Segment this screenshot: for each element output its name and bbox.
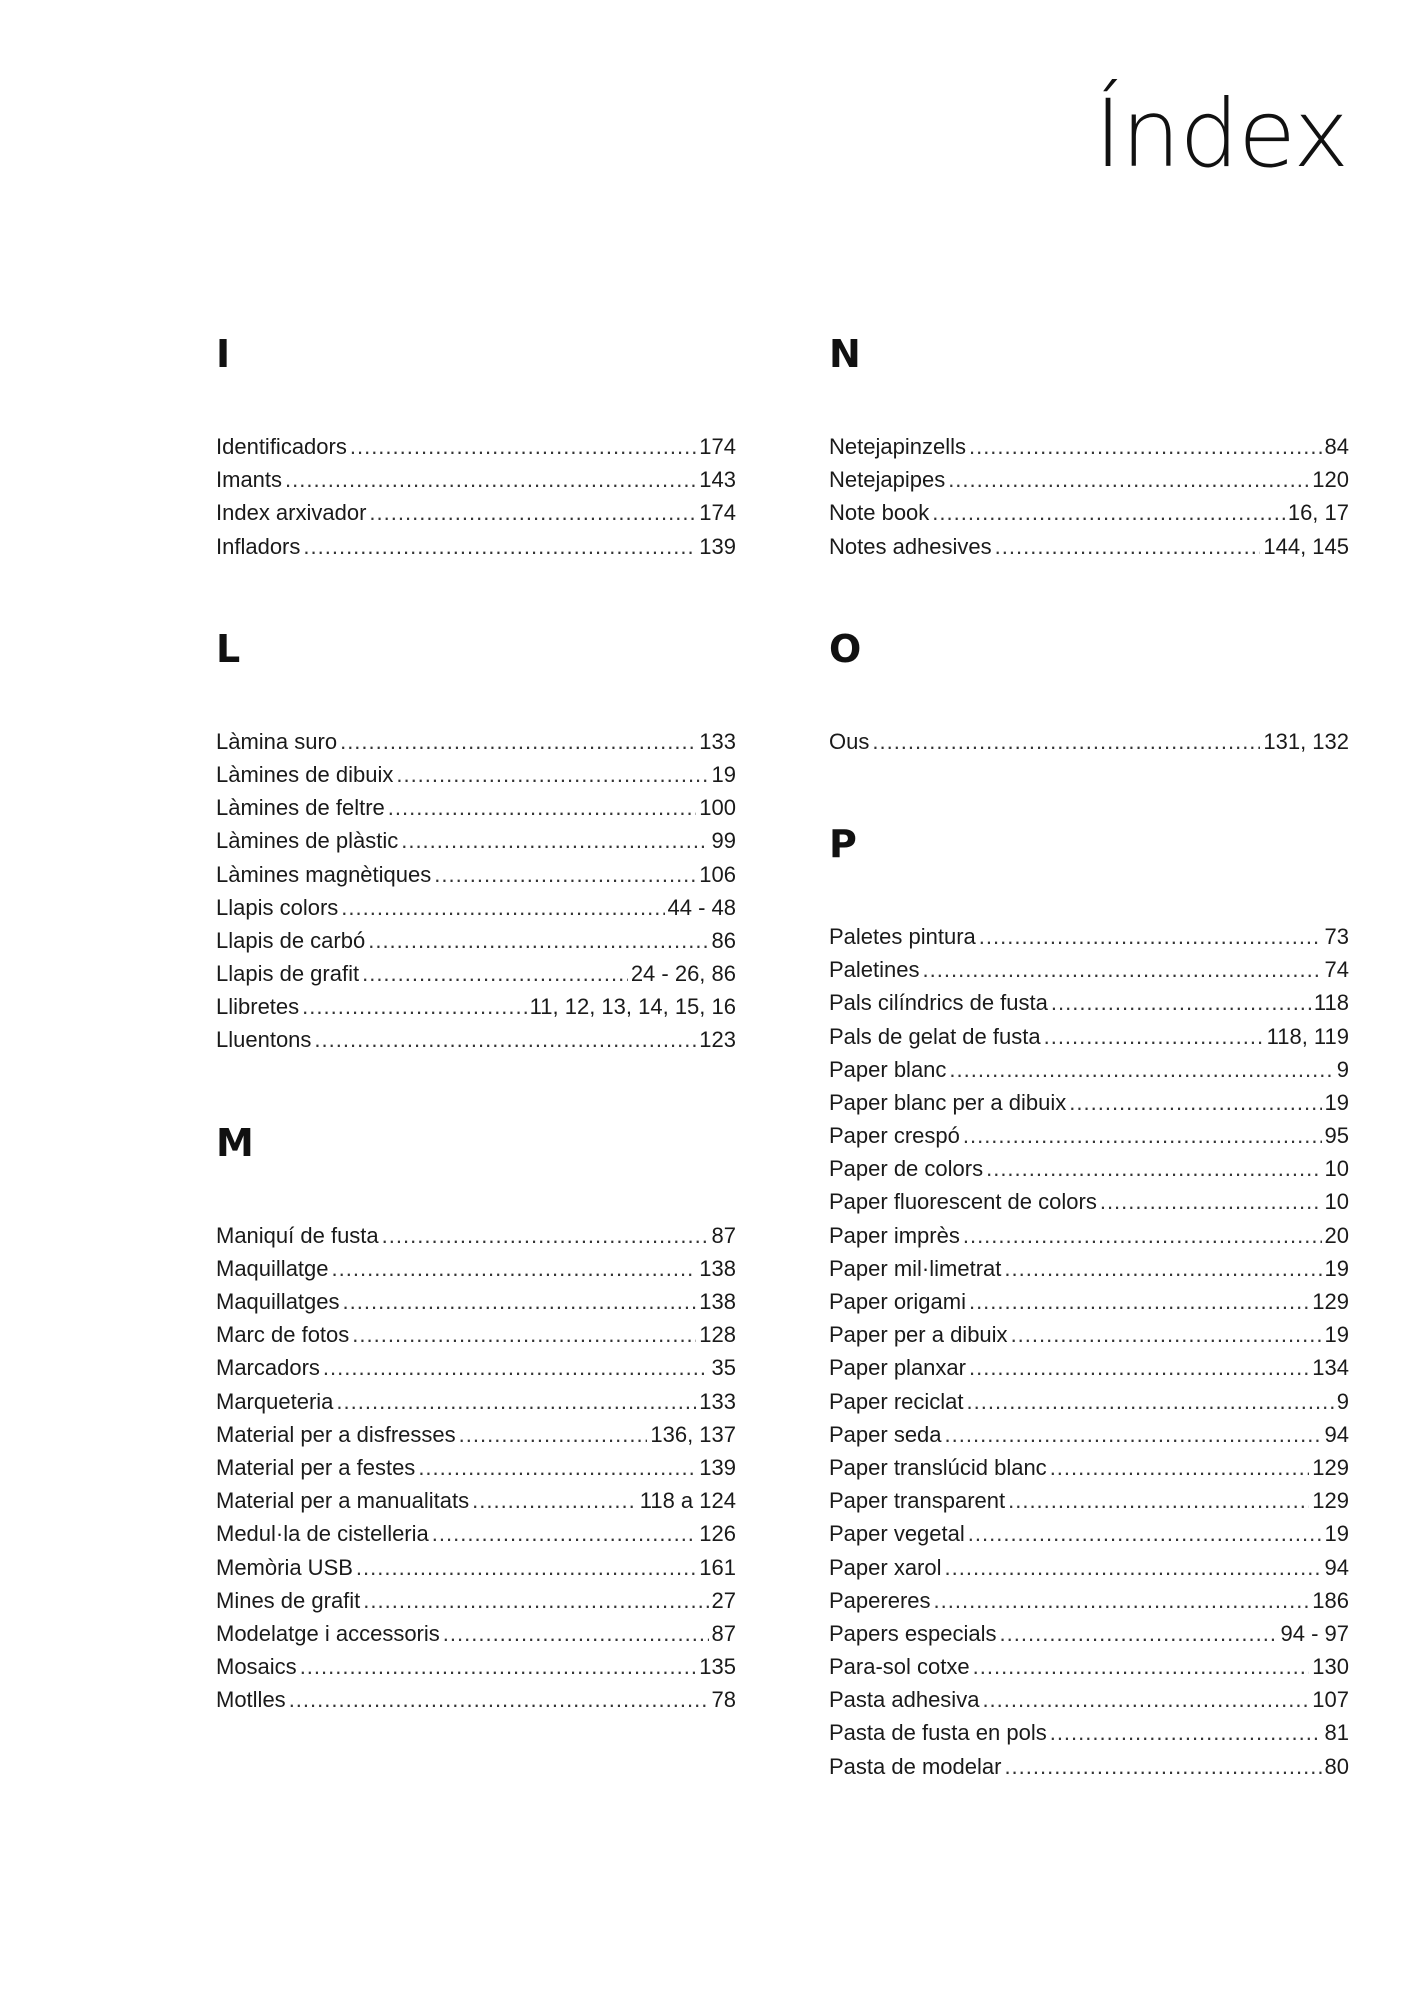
entry-name: Pals de gelat de fusta [829, 1023, 1041, 1049]
entry-page-number: 44 - 48 [667, 894, 736, 920]
entry-name: Note book [829, 500, 930, 526]
entry-name: Lluentons [216, 1027, 312, 1053]
entry-name: Pasta de fusta en pols [829, 1720, 1047, 1746]
entry-name: Paper de colors [829, 1156, 984, 1182]
entry-name: Pasta de modelar [829, 1753, 1002, 1779]
entry-page-number: 20 [1324, 1222, 1349, 1248]
entry-page-number: 174 [699, 500, 736, 526]
entry-page-number: 9 [1336, 1388, 1349, 1414]
index-entry [216, 725, 736, 758]
entry-name: Medul·la de cistelleria [216, 1521, 429, 1547]
entry-page-number: 16, 17 [1287, 500, 1349, 526]
index-entry [829, 1716, 1349, 1749]
index-entry [216, 957, 736, 990]
section-letter: P [829, 821, 857, 866]
entry-name: Infladors [216, 533, 301, 559]
entry-name: Paper imprès [829, 1222, 960, 1248]
index-entry [216, 1584, 736, 1617]
dot-leader [945, 1551, 1322, 1584]
dot-leader [1051, 986, 1311, 1019]
index-entry [216, 1285, 736, 1318]
dot-leader [401, 824, 708, 857]
entry-page-number: 10 [1324, 1189, 1349, 1215]
index-entry [829, 1385, 1349, 1418]
entry-page-number: 131, 132 [1263, 728, 1349, 754]
entry-page-number: 24 - 26, 86 [630, 961, 736, 987]
entry-page-number: 129 [1312, 1488, 1349, 1514]
entry-page-number: 94 [1324, 1554, 1349, 1580]
index-section-o [829, 626, 1349, 758]
index-entry [829, 430, 1349, 463]
entry-page-number: 87 [711, 1222, 736, 1248]
entry-page-number: 100 [699, 795, 736, 821]
index-entry [829, 1219, 1349, 1252]
entry-name: Paper translúcid blanc [829, 1454, 1047, 1480]
dot-leader [1044, 1020, 1264, 1053]
dot-leader [969, 430, 1322, 463]
entry-page-number: 118 [1313, 990, 1349, 1016]
entry-page-number: 78 [711, 1687, 736, 1713]
entry-page-number: 95 [1324, 1123, 1349, 1149]
entry-name: Làmines de plàstic [216, 828, 399, 854]
entry-name: Llapis de grafit [216, 961, 360, 987]
index-entry [216, 1683, 736, 1716]
entry-page-number: 138 [699, 1289, 736, 1314]
entry-page-number: 136, 137 [650, 1421, 736, 1447]
entry-name: Memòria USB [216, 1554, 353, 1580]
dot-leader [432, 1517, 697, 1550]
entry-page-number: 130 [1312, 1654, 1349, 1680]
entry-page-number: 9 [1336, 1056, 1349, 1082]
dot-leader [459, 1418, 648, 1451]
entry-page-number: 129 [1312, 1289, 1349, 1314]
index-entry [216, 891, 736, 924]
dot-leader [968, 1517, 1322, 1550]
index-entry [829, 1351, 1349, 1384]
dot-leader [923, 953, 1322, 986]
index-entry [216, 1617, 736, 1650]
dot-leader [945, 1418, 1322, 1451]
dot-leader [323, 1351, 709, 1384]
index-entry [216, 1451, 736, 1484]
section-letter: I [216, 332, 231, 376]
index-section-n [829, 334, 1349, 563]
entry-name: Llapis de carbó [216, 927, 366, 953]
index-entry [216, 1351, 736, 1384]
entry-name: Marc de fotos [216, 1322, 350, 1348]
index-entry [829, 1020, 1349, 1053]
entry-page-number: 134 [1312, 1355, 1349, 1381]
entry-page-number: 94 [1324, 1421, 1349, 1447]
dot-leader [969, 1285, 1309, 1318]
dot-leader [434, 858, 696, 891]
dot-leader [340, 725, 696, 758]
entry-page-number: 94 - 97 [1280, 1620, 1349, 1646]
entry-name: Netejapinzells [829, 434, 966, 459]
index-entry [216, 496, 736, 529]
index-column-left [216, 334, 736, 1716]
entry-page-number: 80 [1324, 1753, 1349, 1779]
dot-leader [1004, 1252, 1321, 1285]
entry-name: Mosaics [216, 1654, 297, 1680]
index-entry [829, 1517, 1349, 1550]
entry-name: Paper mil·limetrat [829, 1255, 1002, 1281]
entry-page-number: 86 [711, 927, 736, 953]
dot-leader [300, 1650, 697, 1683]
index-entry [216, 924, 736, 957]
entry-name: Index arxivador [216, 500, 367, 526]
entry-name: Paletines [829, 957, 920, 983]
dot-leader [350, 430, 696, 463]
index-entry [216, 1385, 736, 1418]
section-letter: N [829, 332, 861, 376]
entry-name: Paper seda [829, 1421, 942, 1447]
entry-page-number: 19 [1324, 1322, 1349, 1348]
index-entry [216, 824, 736, 857]
dot-leader [1008, 1484, 1309, 1517]
entry-name: Maquillatges [216, 1289, 340, 1314]
index-entry [216, 758, 736, 791]
dot-leader [979, 920, 1322, 953]
entry-page-number: 138 [699, 1255, 736, 1281]
entry-name: Maquillatge [216, 1255, 329, 1281]
index-entry [216, 1318, 736, 1351]
index-entry [216, 463, 736, 496]
entry-page-number: 139 [699, 533, 736, 559]
entry-name: Làmina suro [216, 728, 338, 754]
index-entry [829, 1086, 1349, 1119]
entry-name: Material per a manualitats [216, 1488, 470, 1514]
entry-page-number: 143 [699, 467, 736, 493]
entry-page-number: 123 [699, 1027, 736, 1053]
dot-leader [932, 496, 1285, 529]
entry-name: Llibretes [216, 994, 300, 1020]
index-entry [829, 1152, 1349, 1185]
entry-name: Pals cilíndrics de fusta [829, 990, 1048, 1016]
page-title: Índex [1094, 80, 1348, 189]
index-entry [216, 1219, 736, 1252]
entry-page-number: 81 [1324, 1720, 1349, 1746]
index-section-i [216, 334, 736, 563]
index-entry [829, 1119, 1349, 1152]
entry-name: Làmines de dibuix [216, 761, 394, 787]
entry-name: Paper transparent [829, 1488, 1006, 1514]
index-entry [829, 1617, 1349, 1650]
entry-list [216, 725, 736, 1057]
entry-list [829, 920, 1349, 1783]
entry-name: Para-sol cotxe [829, 1654, 970, 1680]
entry-page-number: 174 [699, 434, 736, 459]
entry-name: Marqueteria [216, 1388, 334, 1414]
entry-name: Paper reciclat [829, 1388, 964, 1414]
dot-leader [443, 1617, 709, 1650]
index-entry [829, 1584, 1349, 1617]
dot-leader [363, 1584, 708, 1617]
index-entry [216, 1650, 736, 1683]
entry-page-number: 161 [699, 1554, 736, 1580]
index-entry [829, 953, 1349, 986]
dot-leader [285, 463, 696, 496]
entry-name: Paper xarol [829, 1554, 942, 1580]
dot-leader [1011, 1318, 1322, 1351]
index-entry [829, 986, 1349, 1019]
entry-page-number: 19 [1324, 1089, 1349, 1115]
entry-name: Paper crespó [829, 1123, 960, 1149]
index-entry [216, 858, 736, 891]
index-entry [829, 496, 1349, 529]
index-entry [829, 1683, 1349, 1716]
dot-leader [1050, 1451, 1310, 1484]
dot-leader [1050, 1716, 1322, 1749]
dot-leader [382, 1219, 709, 1252]
section-letter: M [216, 1120, 254, 1165]
entry-page-number: 133 [699, 728, 736, 754]
entry-page-number: 10 [1324, 1156, 1349, 1182]
entry-name: Identificadors [216, 434, 347, 459]
index-entry [829, 1750, 1349, 1783]
entry-name: Netejapipes [829, 467, 946, 493]
entry-name: Làmines de feltre [216, 795, 385, 821]
entry-page-number: 35 [711, 1355, 736, 1381]
index-entry [829, 1451, 1349, 1484]
entry-page-number: 118, 119 [1266, 1023, 1349, 1049]
entry-list [829, 725, 1349, 758]
entry-name: Paletes pintura [829, 923, 976, 949]
dot-leader [368, 924, 708, 957]
dot-leader [949, 1053, 1333, 1086]
entry-name: Paper planxar [829, 1355, 966, 1381]
index-entry [829, 1551, 1349, 1584]
index-entry [216, 1252, 736, 1285]
entry-name: Paper per a dibuix [829, 1322, 1008, 1348]
index-column-right [829, 334, 1349, 1783]
index-entry [216, 530, 736, 563]
index-entry [216, 1484, 736, 1517]
dot-leader [362, 957, 628, 990]
entry-name: Imants [216, 467, 283, 493]
index-entry [829, 1318, 1349, 1351]
entry-page-number: 107 [1312, 1687, 1349, 1713]
entry-page-number: 135 [699, 1654, 736, 1680]
index-entry [829, 463, 1349, 496]
dot-leader [418, 1451, 696, 1484]
dot-leader [948, 463, 1309, 496]
dot-leader [1000, 1617, 1278, 1650]
index-entry [829, 1285, 1349, 1318]
entry-page-number: 27 [711, 1587, 736, 1613]
entry-list [216, 1219, 736, 1717]
dot-leader [982, 1683, 1309, 1716]
entry-page-number: 84 [1324, 434, 1349, 459]
entry-page-number: 73 [1324, 923, 1349, 949]
dot-leader [388, 791, 697, 824]
index-entry [829, 1252, 1349, 1285]
entry-name: Paper blanc [829, 1056, 947, 1082]
entry-name: Paper blanc per a dibuix [829, 1089, 1067, 1115]
entry-name: Marcadors [216, 1355, 320, 1381]
index-entry [216, 990, 736, 1023]
dot-leader [995, 530, 1261, 563]
entry-page-number: 19 [1324, 1255, 1349, 1281]
dot-leader [303, 530, 696, 563]
dot-leader [963, 1219, 1322, 1252]
entry-name: Papers especials [829, 1620, 997, 1646]
entry-name: Llapis colors [216, 894, 339, 920]
entry-list [829, 430, 1349, 563]
entry-name: Motlles [216, 1687, 286, 1713]
index-entry [829, 1484, 1349, 1517]
index-entry [829, 725, 1349, 758]
entry-page-number: 120 [1312, 467, 1349, 493]
entry-name: Modelatge i accessoris [216, 1620, 440, 1646]
index-section-m [216, 1120, 736, 1717]
dot-leader [341, 891, 664, 924]
entry-name: Material per a festes [216, 1454, 416, 1480]
dot-leader [973, 1650, 1310, 1683]
index-entry [216, 430, 736, 463]
entry-name: Làmines magnètiques [216, 861, 432, 887]
dot-leader [986, 1152, 1321, 1185]
dot-leader [396, 758, 708, 791]
index-entry [216, 1418, 736, 1451]
dot-leader [1004, 1750, 1321, 1783]
index-entry [216, 1517, 736, 1550]
entry-page-number: 129 [1312, 1454, 1349, 1480]
entry-page-number: 144, 145 [1263, 533, 1349, 559]
dot-leader [872, 725, 1260, 758]
entry-name: Paper fluorescent de colors [829, 1189, 1097, 1215]
index-entry [829, 1185, 1349, 1218]
dot-leader [934, 1584, 1310, 1617]
index-entry [216, 1551, 736, 1584]
dot-leader [967, 1385, 1334, 1418]
entry-page-number: 126 [699, 1521, 736, 1547]
dot-leader [302, 990, 527, 1023]
entry-name: Ous [829, 728, 870, 754]
dot-leader [289, 1683, 709, 1716]
dot-leader [332, 1252, 697, 1285]
dot-leader [1100, 1185, 1322, 1218]
entry-name: Papereres [829, 1587, 931, 1613]
entry-name: Pasta adhesiva [829, 1687, 980, 1713]
entry-page-number: 19 [1324, 1521, 1349, 1547]
entry-page-number: 186 [1312, 1587, 1349, 1613]
entry-page-number: 139 [699, 1454, 736, 1480]
entry-page-number: 128 [699, 1322, 736, 1348]
index-entry [829, 530, 1349, 563]
dot-leader [352, 1318, 696, 1351]
index-entry [216, 1023, 736, 1056]
dot-leader [343, 1285, 697, 1318]
entry-name: Mines de grafit [216, 1587, 361, 1613]
entry-page-number: 87 [711, 1620, 736, 1646]
entry-name: Maniquí de fusta [216, 1222, 379, 1248]
index-entry [829, 1650, 1349, 1683]
entry-page-number: 133 [699, 1388, 736, 1414]
dot-leader [1069, 1086, 1321, 1119]
index-entry [829, 1418, 1349, 1451]
entry-name: Paper vegetal [829, 1521, 965, 1547]
index-entry [829, 1053, 1349, 1086]
dot-leader [472, 1484, 637, 1517]
entry-page-number: 19 [711, 761, 736, 787]
dot-leader [969, 1351, 1309, 1384]
dot-leader [314, 1023, 696, 1056]
dot-leader [963, 1119, 1322, 1152]
entry-page-number: 106 [699, 861, 736, 887]
entry-name: Paper origami [829, 1289, 966, 1314]
section-letter: L [216, 626, 241, 671]
entry-name: Notes adhesives [829, 533, 992, 559]
index-entry [216, 791, 736, 824]
entry-name: Material per a disfresses [216, 1421, 456, 1447]
section-letter: O [829, 626, 862, 671]
index-section-p [829, 821, 1349, 1783]
entry-page-number: 118 a 124 [639, 1488, 736, 1514]
index-section-l [216, 626, 736, 1057]
entry-list [216, 430, 736, 563]
entry-page-number: 99 [711, 828, 736, 854]
dot-leader [369, 496, 696, 529]
dot-leader [336, 1385, 696, 1418]
entry-page-number: 11, 12, 13, 14, 15, 16 [529, 994, 736, 1020]
dot-leader [356, 1551, 696, 1584]
index-entry [829, 920, 1349, 953]
entry-page-number: 74 [1324, 957, 1349, 983]
